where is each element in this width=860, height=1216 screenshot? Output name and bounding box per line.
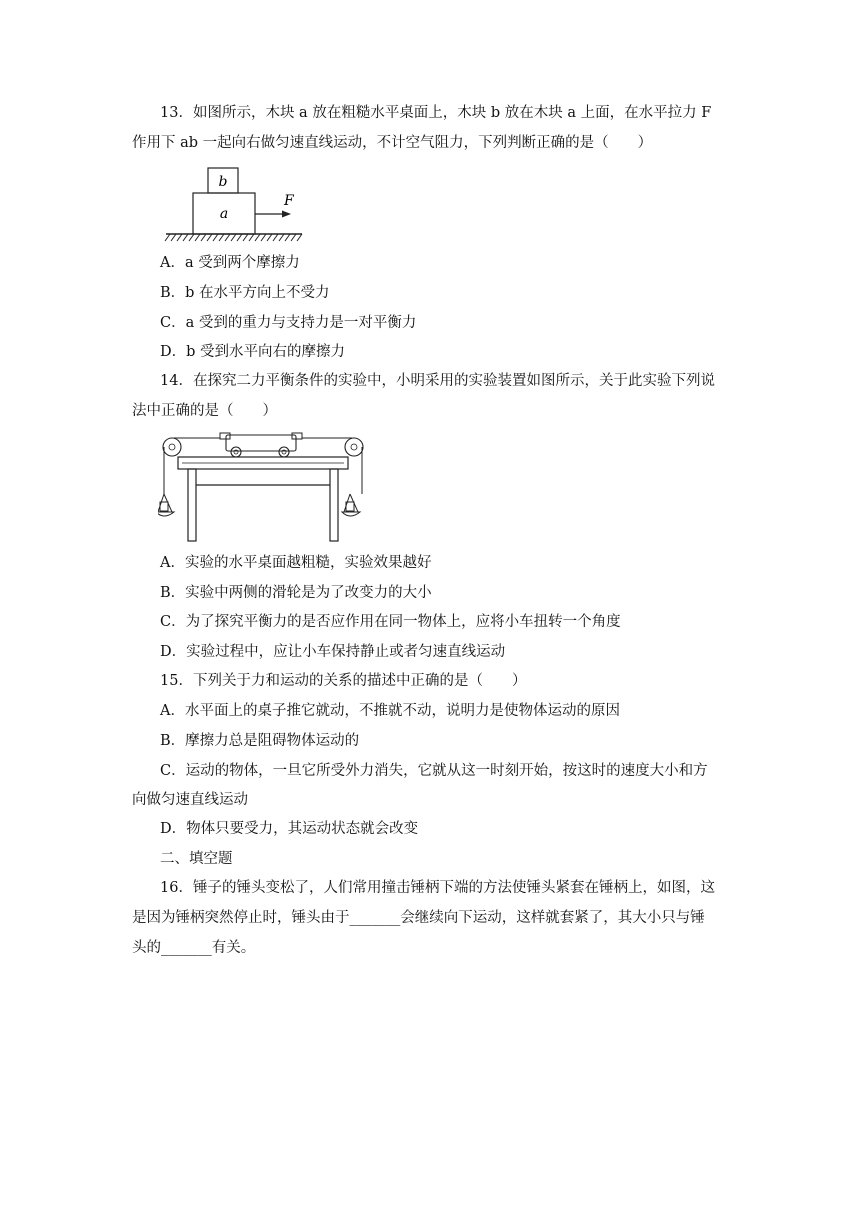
q15-option-d: D．物体只要受力，其运动状态就会改变 [160,821,419,837]
q14-option-c: C．为了探究平衡力的是否应作用在同一物体上，应将小车扭转一个角度 [160,614,621,630]
label-b: b [218,174,228,190]
q14-option-a: A．实验的水平桌面越粗糙，实验效果越好 [160,555,432,571]
q13-text-line1: 13．如图所示，木块 a 放在粗糙水平桌面上，木块 b 放在木块 a 上面，在水平拉力 F [160,105,712,121]
pulley-left [163,438,181,456]
q13-option-b: B．b 在水平方向上不受力 [160,285,330,301]
q13-block-figure [160,162,310,244]
q14-text-line2: 法中正确的是（ ） [132,403,277,419]
q15-option-c-line2: 向做匀速直线运动 [132,792,248,808]
weight-pan-right [342,494,360,516]
q14-text-line1: 14．在探究二力平衡条件的实验中，小明采用的实验装置如图所示，关于此实验下列说 [160,373,715,389]
q14-option-b: B．实验中两侧的滑轮是为了改变力的大小 [160,585,432,601]
weight-pan-left [158,494,174,516]
pulley-right [345,438,363,456]
section-heading: 二、填空题 [160,851,233,867]
q16-text-line3: 头的_______有关。 [132,940,256,956]
q14-apparatus-figure [158,430,368,545]
q14-option-d: D．实验过程中，应让小车保持静止或者匀速直线运动 [160,644,506,660]
label-a: a [219,206,229,222]
q16-text-line1: 16．锤子的锤头变松了，人们常用撞击锤柄下端的方法使锤头紧套在锤柄上，如图，这 [160,880,715,896]
ground-hatching [165,234,302,241]
table-legs [188,469,338,541]
q15-text-line1: 15．下列关于力和运动的关系的描述中正确的是（ ） [160,673,527,689]
cart [220,433,302,457]
label-F: F [284,193,294,209]
q13-option-c: C．a 受到的重力与支持力是一对平衡力 [160,315,417,331]
q16-text-line2: 是因为锤柄突然停止时，锤头由于_______会继续向下运动，这样就套紧了，其大小只与锤 [132,910,705,926]
force-arrowhead [282,211,291,218]
q15-option-a: A．水平面上的桌子推它就动，不推就不动，说明力是使物体运动的原因 [160,703,620,719]
q13-option-d: D．b 受到水平向右的摩擦力 [160,344,346,360]
q15-option-b: B．摩擦力总是阻碍物体运动的 [160,733,360,749]
q15-option-c-line1: C．运动的物体，一旦它所受外力消失，它就从这一时刻开始，按这时的速度大小和方 [160,763,708,779]
q13-option-a: A．a 受到两个摩擦力 [160,255,300,271]
q13-text-line2: 作用下 ab 一起向右做匀速直线运动，不计空气阻力，下列判断正确的是（ ） [132,135,653,151]
